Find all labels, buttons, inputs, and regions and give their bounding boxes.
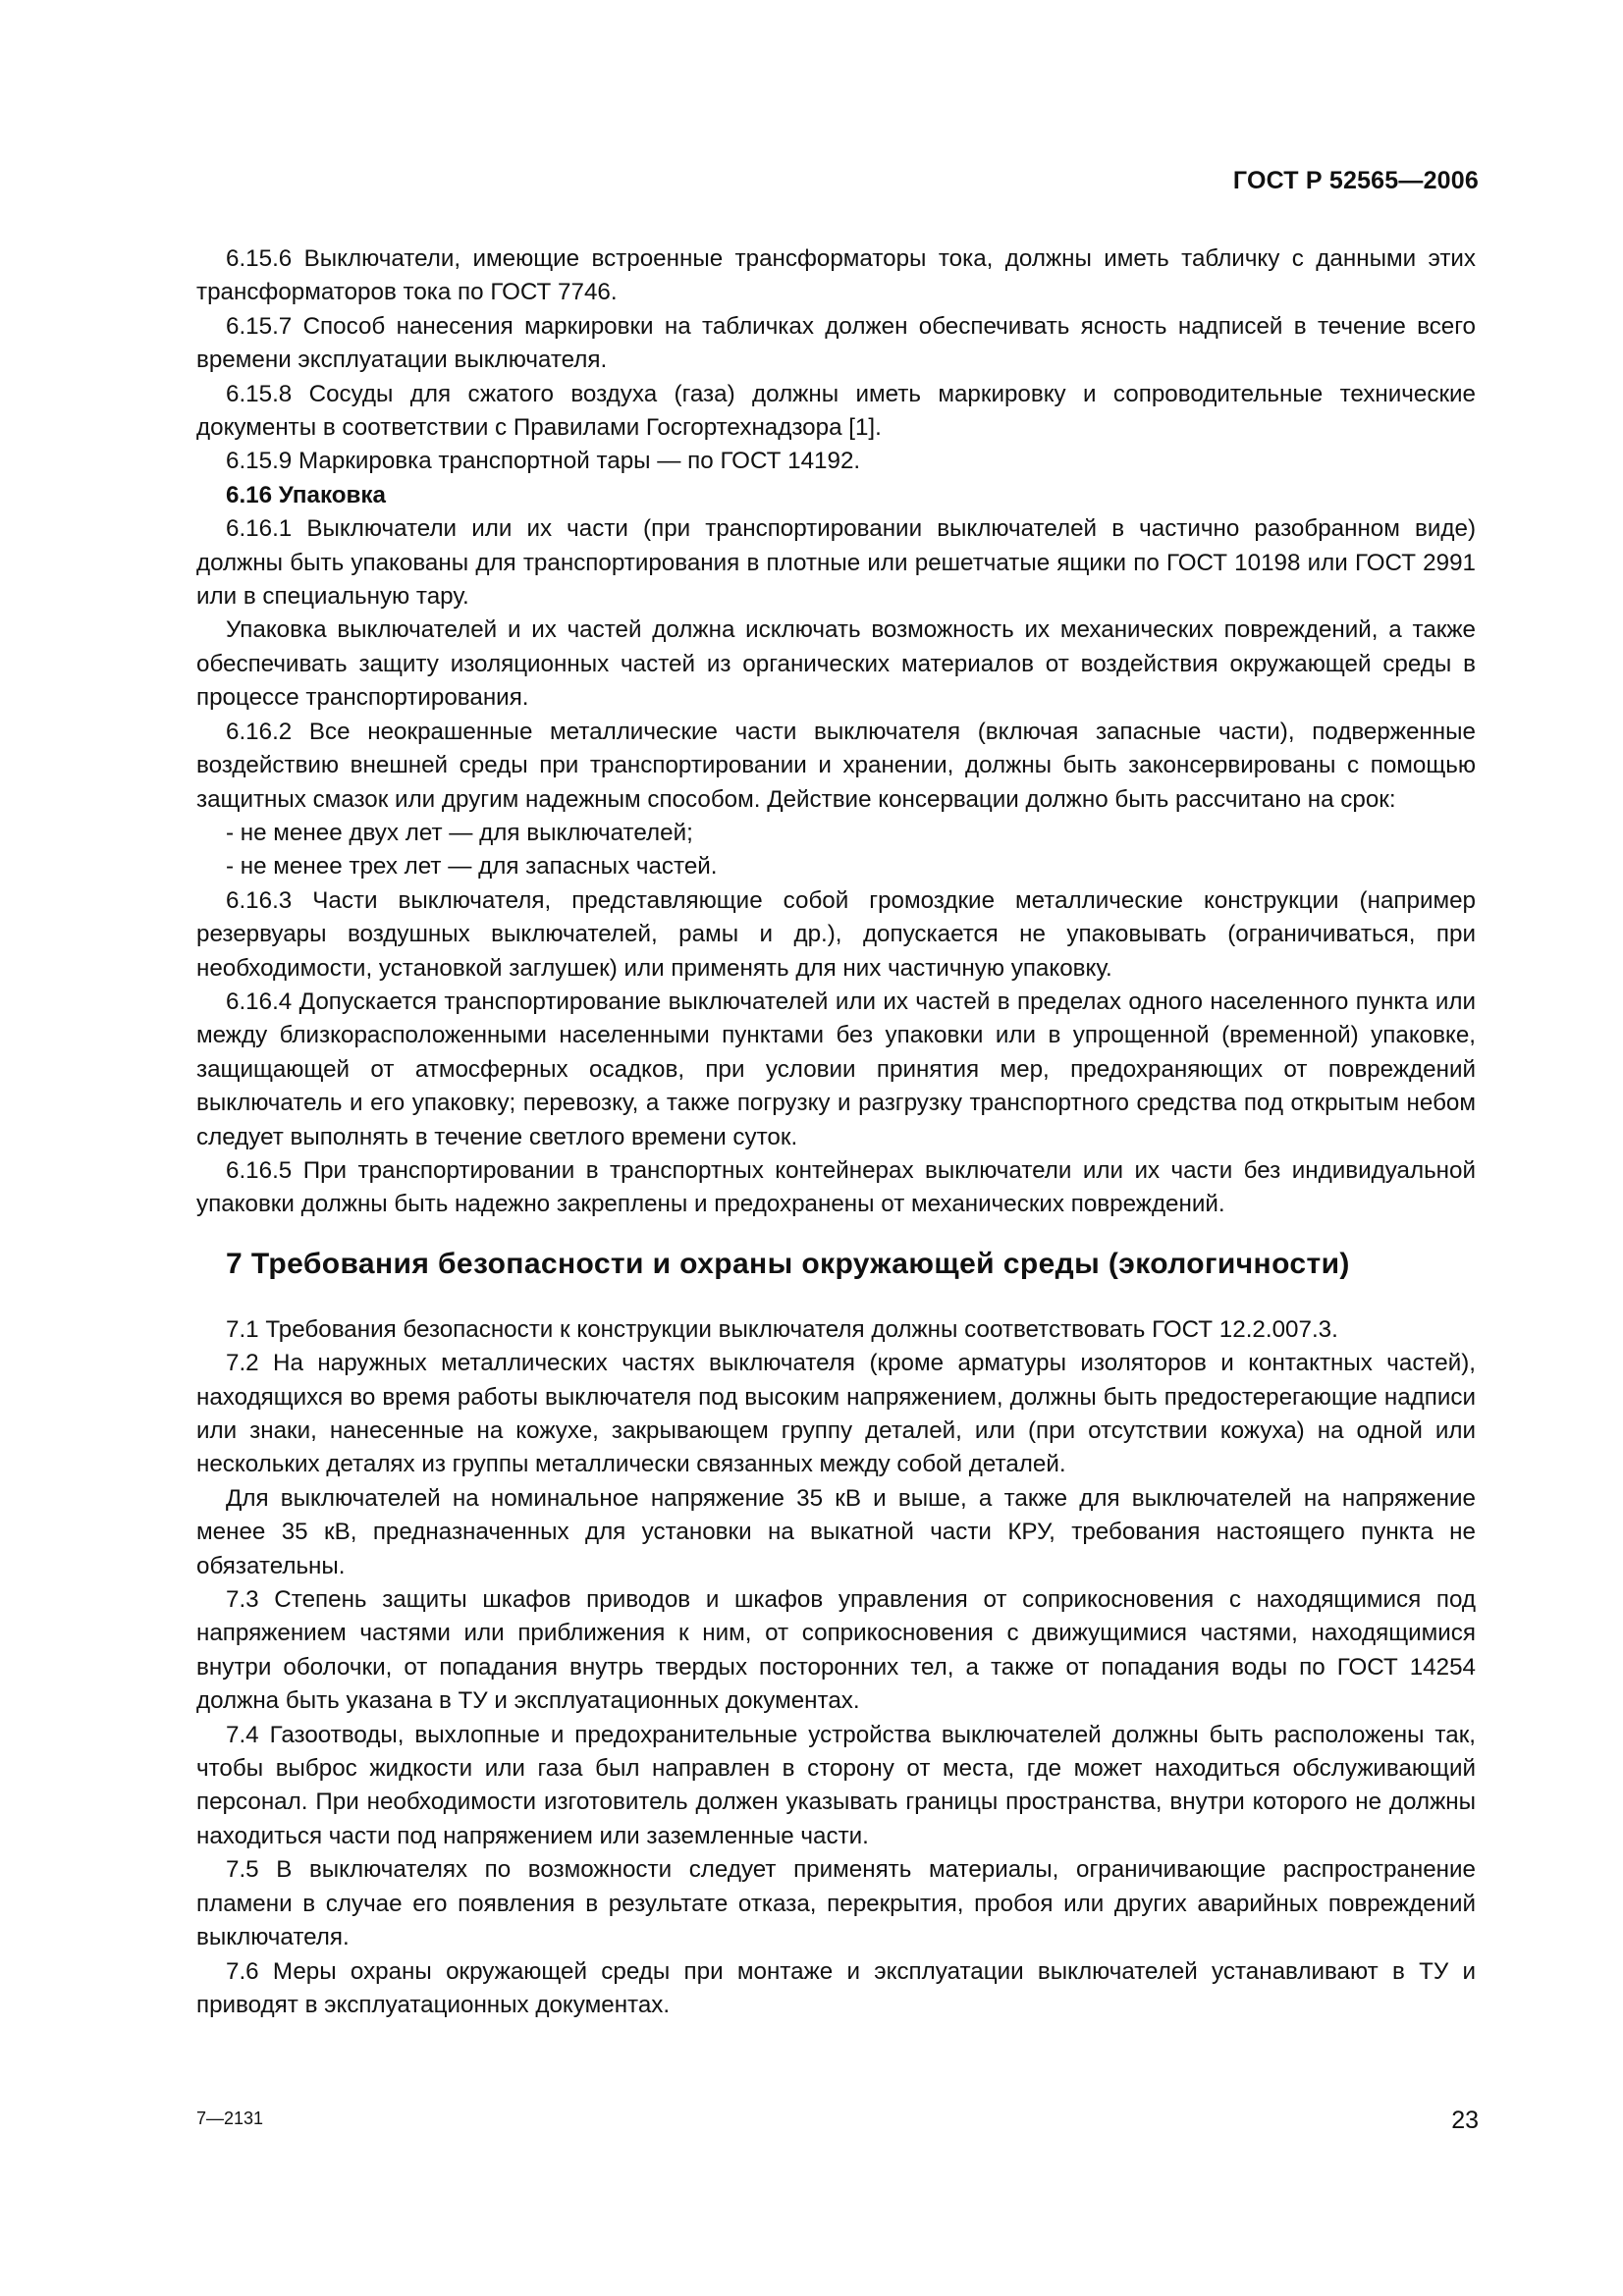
section-heading-7: 7 Требования безопасности и охраны окружающей среды (экологичности) [226, 1247, 1350, 1280]
paragraph-6-16-3: 6.16.3 Части выключателя, представляющие собой громоздкие металлические конструкции (например резервуары воздушных выключателей, рамы и др.), допускается не упаковывать (ограничиваться, при необходимости, установкой заглушек) или применять для них частичную упаковку. [196, 886, 1476, 982]
list-item-two-years: - не менее двух лет — для выключателей; [226, 819, 693, 846]
paragraph-packaging-requirements: Упаковка выключателей и их частей должна исключать возможность их механических повреждений, а также обеспечивать защиту изоляционных частей из органических материалов от воздействия окружающей среды в процессе транспортирования. [196, 616, 1476, 712]
document-body [196, 242, 1476, 2022]
paragraph-voltage-exception: Для выключателей на номинальное напряжение 35 кВ и выше, а также для выключателей на напряжение менее 35 кВ, предназначенных для установки на выкатной части КРУ, требования настоящего пункта не обязательны. [196, 1484, 1476, 1579]
paragraph-7-1: 7.1 Требования безопасности к конструкции выключателя должны соответствовать ГОСТ 12.2.007.3. [226, 1315, 1338, 1343]
paragraph-7-2: 7.2 На наружных металлических частях выключателя (кроме арматуры изоляторов и контактных частей), находящихся во время работы выключателя под высоким напряжением, должны быть предостерегающие надписи или знаки, нанесенные на кожухе, закрывающем группу деталей, или (при отсутствии кожуха) на одной или нескольких деталях из группы металлически связанных между собой деталей. [196, 1350, 1476, 1478]
paragraph-6-16-1: 6.16.1 Выключатели или их части (при транспортировании выключателей в частично разобранном виде) должны быть упакованы для транспортирования в плотные или решетчатые ящики по ГОСТ 10198 или ГОСТ 2991 или в специальную тару. [196, 515, 1476, 611]
paragraph-6-16-2: 6.16.2 Все неокрашенные металлические части выключателя (включая запасные части), подверженные воздействию внешней среды при транспортировании и хранении, должны быть законсервированы с помощью защитных смазок или другим надежным способом. Действие консервации должно быть рассчитано на срок: [196, 718, 1476, 813]
list-item-three-years: - не менее трех лет — для запасных частей. [226, 853, 718, 881]
paragraph-7-6: 7.6 Меры охраны окружающей среды при монтаже и эксплуатации выключателей устанавливают в ТУ и приводят в эксплуатационных документах. [196, 1957, 1476, 2018]
paragraph-6-15-8: 6.15.8 Сосуды для сжатого воздуха (газа) должны иметь маркировку и сопроводительные технические документы в соответствии с Правилами Госгортехнадзора [1]. [196, 380, 1476, 442]
paragraph-6-16-5: 6.16.5 При транспортировании в транспортных контейнерах выключатели или их части без индивидуальной упаковки должны быть надежно закреплены и предохранены от механических повреждений. [196, 1156, 1476, 1218]
paragraph-6-15-9: 6.15.9 Маркировка транспортной тары — по ГОСТ 14192. [226, 448, 861, 475]
document-code-header: ГОСТ Р 52565—2006 [1232, 167, 1479, 194]
paragraph-6-16-4: 6.16.4 Допускается транспортирование выключателей или их частей в пределах одного населенного пункта или между близкорасположенными населенными пунктами без упаковки или в упрощенной (временной) упаковке, защищающей от атмосферных осадков, при условии принятия мер, предохраняющих от повреждений выключатель и его упаковку; перевозку, а также погрузку и разгрузку транспортного средства под открытым небом следует выполнять в течение светлого времени суток. [196, 988, 1476, 1150]
footer-print-code: 7—2131 [196, 2109, 264, 2128]
paragraph-6-15-6: 6.15.6 Выключатели, имеющие встроенные трансформаторы тока, должны иметь табличку с данными этих трансформаторов тока по ГОСТ 7746. [196, 245, 1476, 306]
paragraph-7-3: 7.3 Степень защиты шкафов приводов и шкафов управления от соприкосновения с находящимися под напряжением частями или приближения к ним, от соприкосновения с движущимися частями, находящимися внутри оболочки, от попадания внутрь твердых посторонних тел, а также от попадания воды по ГОСТ 14254 должна быть указана в ТУ и эксплуатационных документах. [196, 1586, 1476, 1715]
subsection-heading-6-16: 6.16 Упаковка [226, 481, 386, 508]
paragraph-7-4: 7.4 Газоотводы, выхлопные и предохранительные устройства выключателей должны быть расположены так, чтобы выброс жидкости или газа был направлен в сторону от места, где может находиться обслуживающий персонал. При необходимости изготовитель должен указывать границы пространства, внутри которого не должны находиться части под напряжением или заземленные части. [196, 1721, 1476, 1849]
page-number: 23 [1451, 2107, 1479, 2134]
paragraph-6-15-7: 6.15.7 Способ нанесения маркировки на табличках должен обеспечивать ясность надписей в течение всего времени эксплуатации выключателя. [196, 312, 1476, 374]
paragraph-7-5: 7.5 В выключателях по возможности следует применять материалы, ограничивающие распространение пламени в случае его появления в результате отказа, перекрытия, пробоя или других аварийных повреждений выключателя. [196, 1856, 1476, 1951]
